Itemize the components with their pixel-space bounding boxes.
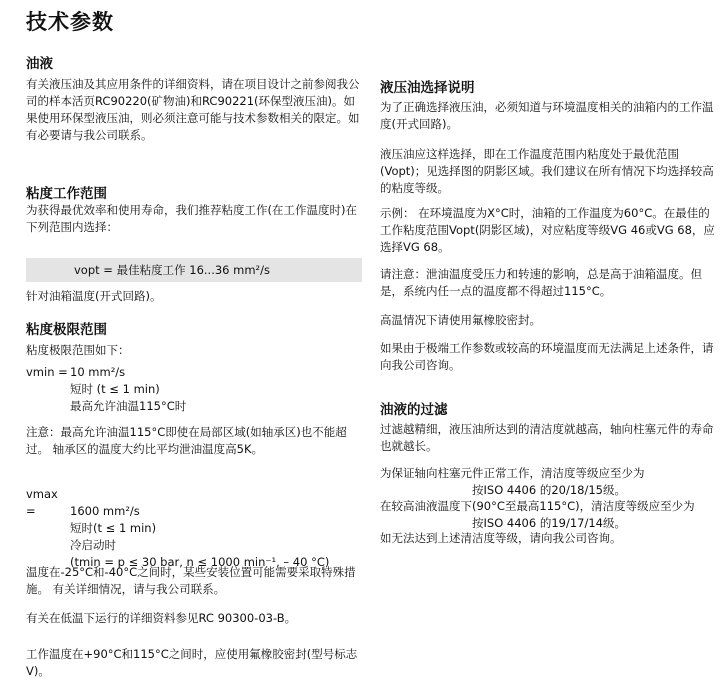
oil-selection-p5: 高温情况下请使用氟橡胶密封。 <box>380 313 541 327</box>
vmin-block <box>26 364 362 415</box>
viscosity-work-text: 为获得最优效率和使用寿命，我们推荐粘度工作(在工作温度时)在下列范围内选择： <box>26 203 357 234</box>
vmax-label: vmax = <box>26 487 58 518</box>
page-title: 技术参数 <box>26 10 114 34</box>
oil-selection-example: 示例： 在环境温度为X°C时，油箱的工作温度为60°C。在最佳的工作粘度范围Vopt(阴影区域)，对应粘度等级VG 46或VG 68，应选择VG 68。 <box>380 206 715 254</box>
low-temperature-reference: 有关在低温下运行的详细资料参见RC 90300-03-B。 <box>26 611 297 625</box>
note-temperature: 注意：最高允许油温115°C即使在局部区域(如轴承区)也不能超过。 轴承区的温度大约比平均泄油温度高5K。 <box>26 425 347 456</box>
low-temperature-note: 温度在-25°C和-40°C之间时，某些安装位置可能需要采取特殊措施。 有关详细情况，请与我公司联系。 <box>26 565 356 596</box>
vopt-note: 针对油箱温度(开式回路)。 <box>26 289 162 303</box>
vmax-value: 1600 mm²/s <box>70 504 140 518</box>
vmin-short: 短时 (t ≤ 1 min) <box>70 382 160 396</box>
filtration-heading: 油液的过滤 <box>380 402 448 418</box>
vmin-temp: 最高允许油温115°C时 <box>70 399 187 413</box>
filtration-p3-line1: 在较高油液温度下(90°C至最高115°C)，清洁度等级应至少为 <box>380 499 695 513</box>
viscosity-limit-intro: 粘度极限范围如下： <box>26 343 130 357</box>
viscosity-limit-heading: 粘度极限范围 <box>26 322 107 338</box>
vmax-short: 短时(t ≤ 1 min) <box>70 521 157 535</box>
vmin-value: 10 mm²/s <box>70 365 126 379</box>
high-temperature-note: 工作温度在+90°C和115°C之间时，应使用氟橡胶密封(型号标志V)。 <box>26 647 358 678</box>
vopt-line: vopt = 最佳粘度工作 16...36 mm²/s <box>74 263 271 277</box>
vopt-band <box>26 258 362 282</box>
filtration-p3-line2: 按ISO 4406 的19/17/14级。 <box>472 516 626 530</box>
filtration-p2-line1: 为保证轴向柱塞元件正常工作，清洁度等级应至少为 <box>380 466 645 480</box>
filtration-p2 <box>380 465 718 499</box>
filtration-p4: 如无法达到上述清洁度等级，请向我公司咨询。 <box>380 531 622 545</box>
vmax-block <box>26 486 362 571</box>
oil-selection-p1: 为了正确选择液压油，必须知道与环境温度相关的油箱内的工作温度(开式回路)。 <box>380 100 714 131</box>
filtration-p1: 过滤越精细，液压油所达到的清洁度就越高，轴向柱塞元件的寿命也就越长。 <box>380 422 714 453</box>
oil-text: 有关液压油及其应用条件的详细资料，请在项目设计之前参阅我公司的样本活页RC90220(矿物油)和RC90221(环保型液压油)。如果使用环保型液压油，则必须注意可能与技术参数相关的限定。如有必要请与我公司联系。 <box>26 77 360 142</box>
oil-heading: 油液 <box>26 56 53 72</box>
vmax-conditions: (tmin = p ≤ 30 bar, n ≤ 1000 min⁻¹, – 40 °C) <box>70 555 330 569</box>
vmax-cold-start: 冷启动时 <box>70 538 116 552</box>
oil-selection-p4: 请注意：泄油温度受压力和转速的影响，总是高于油箱温度。但是，系统内任一点的温度都不得超过115°C。 <box>380 267 702 298</box>
oil-selection-p6: 如果由于极端工作参数或较高的环境温度而无法满足上述条件，请向我公司咨询。 <box>380 341 714 372</box>
viscosity-work-heading: 粘度工作范围 <box>26 186 107 202</box>
filtration-p3 <box>380 498 718 532</box>
vmin-label: vmin = <box>26 365 68 379</box>
filtration-p2-line2: 按ISO 4406 的20/18/15级。 <box>472 483 626 497</box>
oil-selection-heading: 液压油选择说明 <box>380 80 475 96</box>
oil-selection-p2: 液压油应这样选择，即在工作温度范围内粘度处于最优范围(Vopt)；见选择图的阴影区域。我们建议在所有情况下均选择较高的粘度等级。 <box>380 147 714 195</box>
